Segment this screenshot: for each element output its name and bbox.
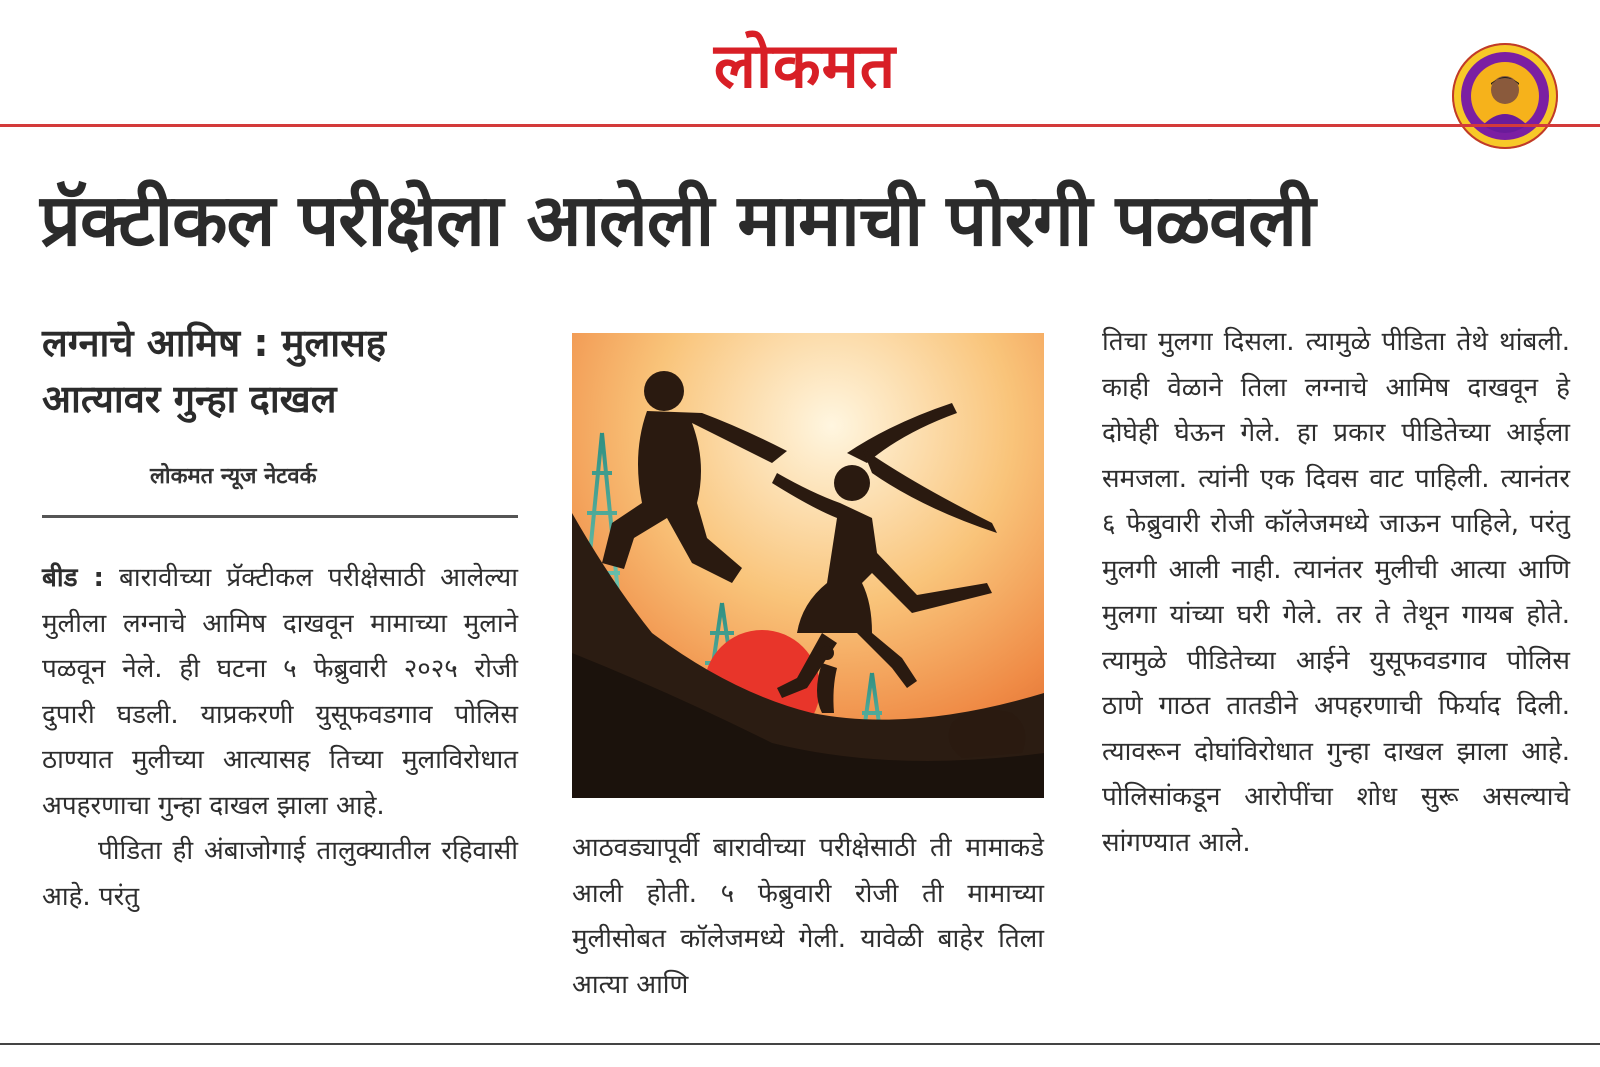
article-headline: प्रॅक्टीकल परीक्षेला आलेली मामाची पोरगी पळवली xyxy=(40,178,1315,262)
profile-portrait-icon xyxy=(1452,43,1558,149)
article-paragraph: पीडिता ही अंबाजोगाई तालुक्यातील रहिवासी आहे. परंतु xyxy=(42,836,518,912)
article-paragraph: तिचा मुलगा दिसला. त्यामुळे पीडिता तेथे थांबली. काही वेळाने तिला लग्नाचे आमिष दाखवून हे दोघेही घेऊन गेले. हा प्रकार पीडितेच्या आईला समजला. त्यांनी एक दिवस वाट पाहिली. त्यानंतर ६ फेब्रुवारी रोजी कॉलेजमध्ये जाऊन पाहिले, परंतु मुलगी आली नाही. त्यानंतर मुलीची आत्या आणि मुलगा यांच्या घरी गेले. तर ते तेथून गायब होते. त्यामुळे पीडितेच्या आईने युसूफवडगाव पोलिस ठाणे गाठत तातडीने अपहरणाची फिर्याद दिली. त्यावरून दोघांविरोधात गुन्हा दाखल झाला आहे. पोलिसांकडून आरोपींचा शोध सुरू असल्याचे सांगण्यात आले. xyxy=(1102,327,1570,858)
subheadline-line-2: आत्यावर गुन्हा दाखल xyxy=(42,377,337,421)
dateline: बीड : xyxy=(42,563,104,593)
page-bottom-divider xyxy=(0,1043,1600,1045)
paragraph-text: बारावीच्या प्रॅक्टीकल परीक्षेसाठी आलेल्या मुलीला लग्नाचे आमिष दाखवून मामाच्या मुलाने पळवून नेले. ही घटना ५ फेब्रुवारी २०२५ रोजी दुपारी घडली. याप्रकरणी युसूफवडगाव पोलिस ठाण्यात मुलीच्या आत्यासह तिच्या मुलाविरोधात अपहरणाचा गुन्हा दाखल झाला आहे. xyxy=(42,563,518,821)
article-paragraph xyxy=(42,556,518,829)
eloping-couple-silhouette-illustration xyxy=(572,333,1044,798)
subheadline-line-1: लग्नाचे आमिष : मुलासह xyxy=(42,321,386,365)
article-column-1 xyxy=(42,556,518,920)
article-column-3 xyxy=(1102,320,1570,866)
article-subheadline xyxy=(42,315,512,427)
article-column-2 xyxy=(572,826,1044,1008)
byline: लोकमत न्यूज नेटवर्क xyxy=(150,464,317,489)
masthead-divider xyxy=(0,124,1600,127)
profile-seal-icon xyxy=(1452,43,1558,149)
newspaper-logo: लोकमत xyxy=(713,29,897,102)
article-paragraph: आठवड्यापूर्वी बारावीच्या परीक्षेसाठी ती मामाकडे आली होती. ५ फेब्रुवारी रोजी ती मामाच्या मुलीसोबत कॉलेजमध्ये गेली. यावेळी बाहेर तिला आत्या आणि xyxy=(572,833,1044,1000)
masthead xyxy=(0,0,1600,128)
byline-divider xyxy=(42,515,518,518)
